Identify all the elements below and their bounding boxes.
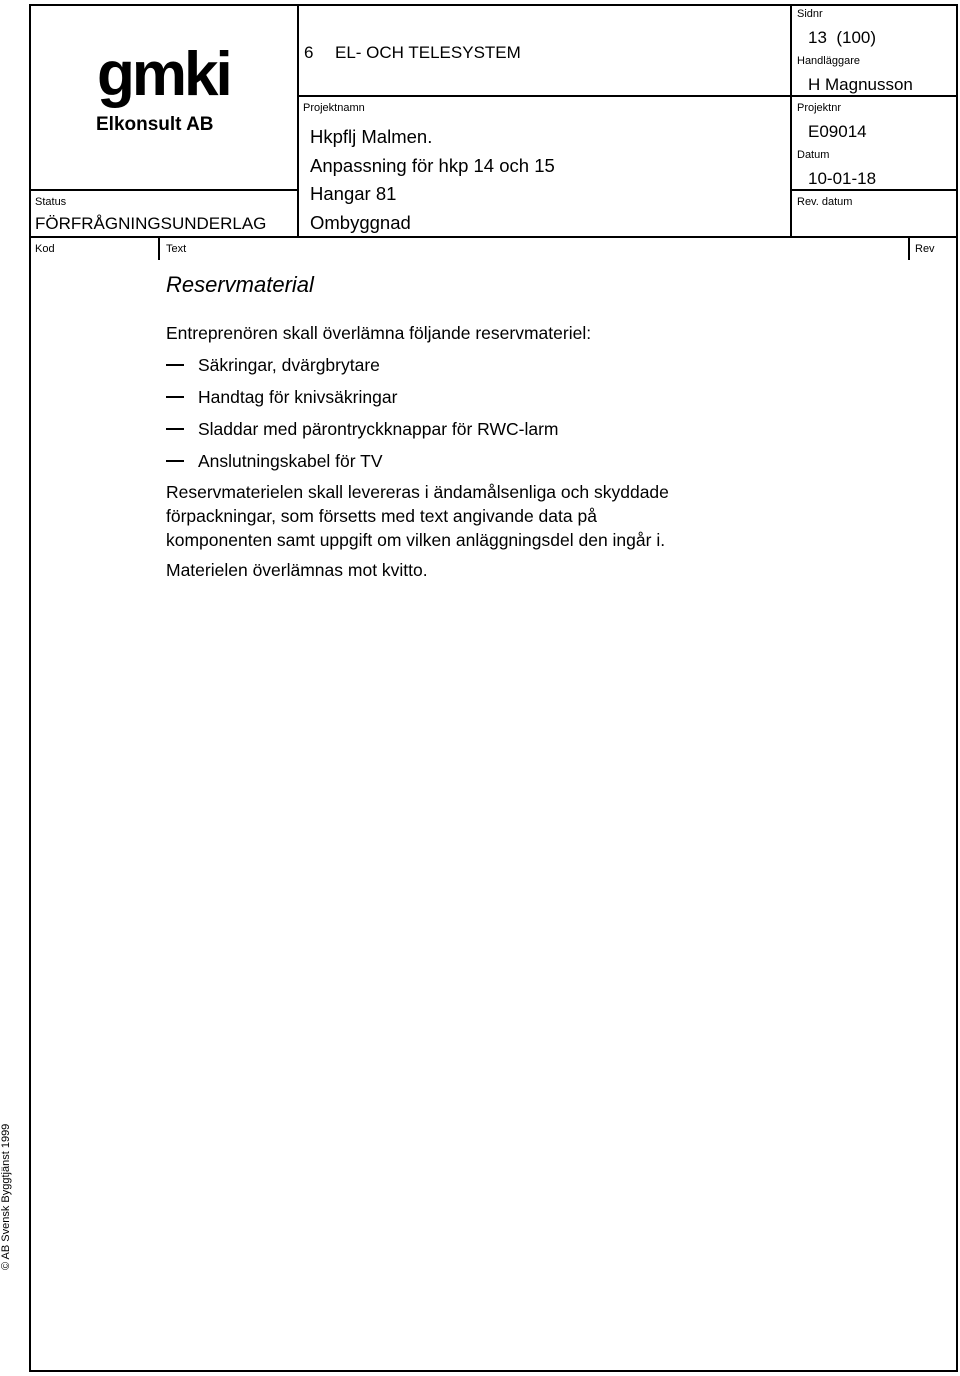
divider [790, 189, 958, 191]
intro-text: Entreprenören skall överlämna följande reservmateriel: [166, 323, 592, 343]
paragraph [166, 480, 669, 552]
divider [790, 95, 958, 97]
projektnr-label: Projektnr [797, 102, 842, 114]
closing-text: Materielen överlämnas mot kvitto. [166, 560, 428, 580]
project-name [310, 123, 555, 237]
revdatum-label: Rev. datum [797, 196, 853, 208]
datum-value: 10-01-18 [808, 169, 877, 188]
section-number: 6 [304, 43, 314, 62]
list-item [166, 385, 397, 409]
dash-icon [166, 364, 184, 366]
sidnr-value: 13 (100) [808, 28, 877, 47]
column-rev: Rev [915, 243, 935, 255]
handlaggare-value: H Magnusson [808, 75, 913, 94]
project-name-line: Anpassning för hkp 14 och 15 [310, 154, 555, 176]
list-item-text: Handtag för knivsäkringar [198, 386, 398, 407]
dash-icon [166, 428, 184, 430]
project-name-line: Hkpflj Malmen. [310, 126, 433, 147]
column-kod: Kod [35, 243, 55, 255]
dash-icon [166, 396, 184, 398]
projektnr-value: E09014 [808, 122, 867, 141]
status-label: Status [35, 196, 67, 208]
column-text: Text [166, 243, 187, 255]
divider [790, 4, 792, 237]
paragraph-line: förpackningar, som försetts med text angivande data på [166, 506, 597, 526]
sidnr-label: Sidnr [797, 8, 823, 20]
list-item [166, 353, 380, 377]
list-item-text: Säkringar, dvärgbrytare [198, 354, 380, 375]
datum-label: Datum [797, 149, 830, 161]
copyright-text: © AB Svensk Byggtjänst 1999 [0, 1123, 12, 1270]
paragraph-line: Reservmaterielen skall levereras i ändamålsenliga och skyddade [166, 482, 669, 502]
section-title: EL- OCH TELESYSTEM [335, 43, 521, 62]
divider [908, 237, 910, 260]
company-name: Elkonsult AB [96, 114, 214, 135]
list-item-text: Sladdar med pärontryckknappar för RWC-larm [198, 418, 559, 439]
company-logo: gmki [97, 40, 230, 109]
project-name-line: Ombyggnad [310, 211, 411, 233]
list-item [166, 449, 383, 473]
list-item-text: Anslutningskabel för TV [198, 450, 383, 471]
paragraph-line: komponenten samt uppgift om vilken anläggningsdel den ingår i. [166, 530, 666, 550]
handlaggare-label: Handläggare [797, 55, 860, 67]
project-name-line: Hangar 81 [310, 183, 397, 204]
divider [297, 4, 299, 237]
dash-icon [166, 460, 184, 462]
divider [158, 237, 160, 260]
section-heading: Reservmaterial [166, 272, 314, 297]
status-value: FÖRFRÅGNINGSUNDERLAG [35, 214, 267, 233]
divider [297, 95, 790, 97]
list-item [166, 417, 559, 441]
projektnamn-label: Projektnamn [303, 102, 365, 114]
divider [29, 189, 297, 191]
